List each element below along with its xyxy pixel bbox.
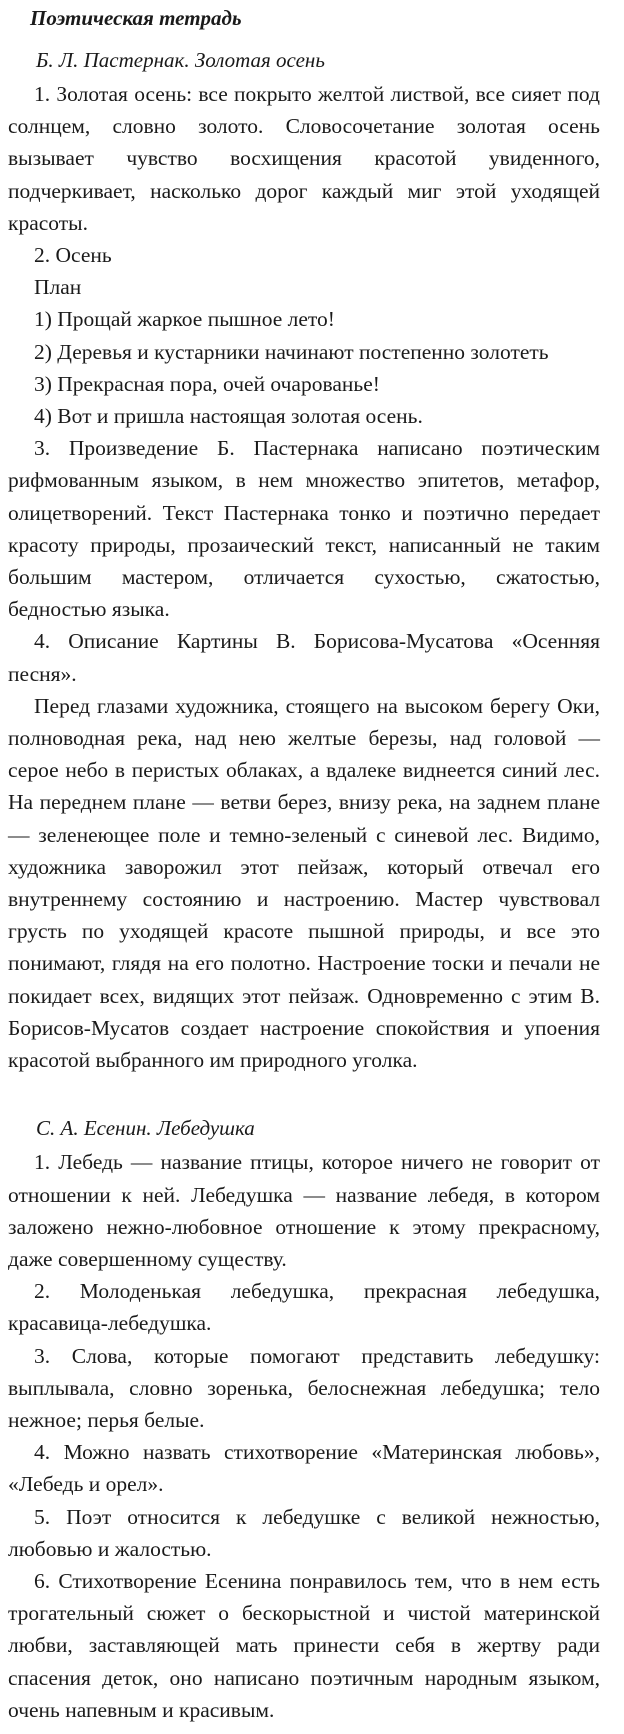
answer-1: 1. Лебедь — название птицы, которое ничего не говорит от отношении к ней. Лебедушка — название лебедя, в котором заложено нежно-любовное отношение к этому прекрасному, даже совершенному существу. <box>8 1150 600 1271</box>
section-title-pasternak: Б. Л. Пастернак. Золотая осень <box>36 48 325 72</box>
answer-3: 3. Произведение Б. Пастернака написано поэтическим рифмованным языком, в нем множество эпитетов, метафор, олицетворений. Текст Пастернака тонко и поэтично передает красоту природы, прозаический текст, написанный не таким большим мастером, отличается сухостью, сжатостью, бедностью языка. <box>8 436 600 622</box>
answer-2: 2. Осень <box>34 243 112 268</box>
plan-list <box>8 303 600 432</box>
plan-item: 3) Прекрасная пора, очей очарованье! <box>34 371 380 396</box>
plan-item: 2) Деревья и кустарники начинают постепенно золотеть <box>34 339 549 364</box>
answer-5: 5. Поэт относится к лебедушке с великой нежностью, любовью и жалостью. <box>8 1504 600 1561</box>
answer-2: 2. Молоденькая лебедушка, прекрасная лебедушка, красавица-лебедушка. <box>8 1279 600 1336</box>
section-title-esenin: С. А. Есенин. Лебедушка <box>36 1116 255 1141</box>
answer-6: 6. Стихотворение Есенина понравилось тем, что в нем есть трогательный сюжет о бескорыстной и чистой материнской любви, заставляющей мать принести себя в жертву ради спасения деток, оно написано поэтичным народным языком, очень напевным и красивым. <box>8 1568 600 1722</box>
section-esenin <box>8 1114 600 1726</box>
answer-4: 4. Можно назвать стихотворение «Материнская любовь», «Лебедь и орел». <box>8 1440 600 1497</box>
plan-item: 1) Прощай жаркое пышное лето! <box>34 307 335 332</box>
painting-description: Перед глазами художника, стоящего на высоком берегу Оки, полноводная река, над нею желтые березы, над головой — серое небо в перистых облаках, а вдалеке виднеется синий лес. На переднем плане — ветви берез, внизу река, на заднем плане — зеленеющее поле и темно-зеленый с синевой лес. Видимо, художника заворожил этот пейзаж, который отвечал его внутреннему состоянию и настроению. Мастер чувствовал грусть по уходящей красоте пышной природы, и все это понимают, глядя на его полотно. Настроение тоски и печали не покидает всех, видящих этот пейзаж. Одновременно с этим В. Борисов-Мусатов создает настроение спокойствия и упоения красотой выбранного им природного уголка. <box>8 693 600 1073</box>
plan-item: 4) Вот и пришла настоящая золотая осень. <box>34 404 423 429</box>
plan-label: План <box>34 275 82 300</box>
answer-4: 4. Описание Картины В. Борисова-Мусатова «Осенняя песня». <box>8 629 600 686</box>
section-spacer <box>8 1076 600 1114</box>
answer-1: 1. Золотая осень: все покрыто желтой листвой, все сияет под солнцем, словно золото. Словосочетание золотая осень вызывает чувство восхищения красотой увиденного, подчеркивает, насколько дорог каждый миг этой уходящей красоты. <box>8 82 600 235</box>
section-pasternak <box>8 46 600 1076</box>
answer-3: 3. Слова, которые помогают представить лебедушку: выплывала, словно зоренька, белоснежная лебедушка; тело нежное; перья белые. <box>8 1343 600 1432</box>
page-header: Поэтическая тетрадь <box>30 6 242 30</box>
